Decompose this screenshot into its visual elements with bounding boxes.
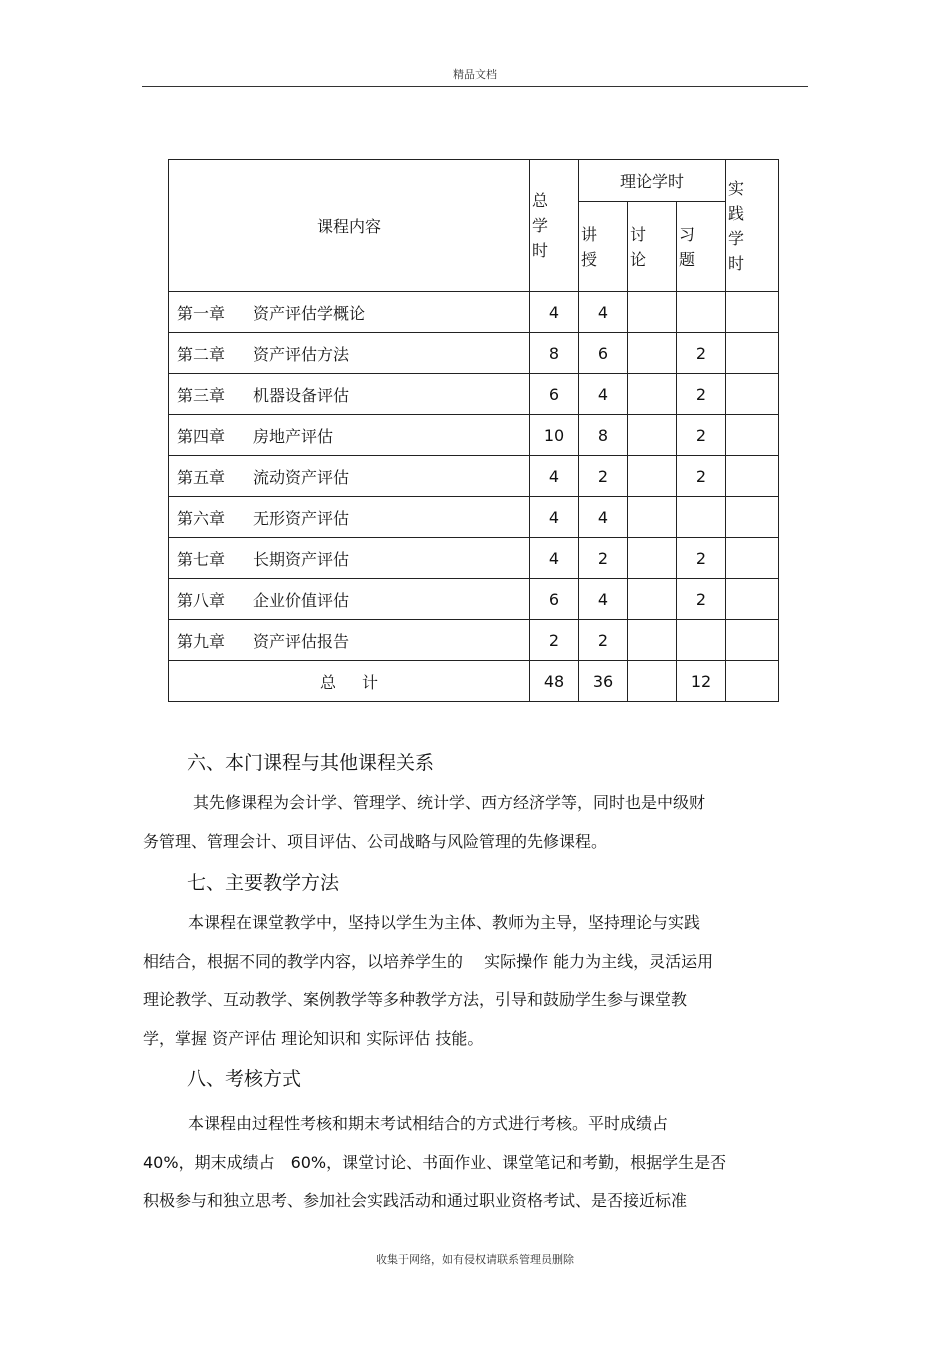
chapter-title: 资产评估报告	[253, 631, 350, 651]
paragraph-line: 学，掌握 资产评估 理论知识和 实际评估 技能。	[143, 1028, 484, 1048]
page-footer: 收集于网络，如有侵权请联系管理员删除	[376, 1253, 574, 1266]
chapter-title: 资产评估学概论	[253, 303, 366, 323]
table-row	[169, 538, 779, 579]
header-practice-hours: 实践学时	[726, 160, 779, 292]
paragraph-line: 积极参与和独立思考、参加社会实践活动和通过职业资格考试、是否接近标准	[143, 1191, 688, 1210]
chapter-number: 第一章	[177, 303, 226, 323]
cell-lecture: 8	[579, 415, 628, 456]
section-8-body	[143, 1105, 793, 1221]
cell-lecture: 4	[579, 497, 628, 538]
cell-exercise	[677, 497, 726, 538]
cell-exercise	[677, 292, 726, 333]
cell-lecture: 2	[579, 620, 628, 661]
header-theory-hours: 理论学时	[579, 160, 726, 202]
chapter-title: 流动资产评估	[253, 467, 350, 487]
cell-discussion	[628, 497, 677, 538]
cell-lecture: 4	[579, 292, 628, 333]
cell-discussion	[628, 333, 677, 374]
paragraph-line: 其先修课程为会计学、管理学、统计学、西方经济学等，同时也是中级财	[193, 793, 706, 812]
cell-total: 10	[530, 415, 579, 456]
header-total-hours: 总学时	[530, 160, 579, 292]
table-row	[169, 497, 779, 538]
table-row	[169, 456, 779, 497]
cell-discussion	[628, 538, 677, 579]
chapter-title: 长期资产评估	[253, 549, 350, 569]
header-discussion: 讨论	[628, 202, 677, 292]
cell-total: 4	[530, 456, 579, 497]
cell-practice	[726, 497, 779, 538]
cell-lecture: 4	[579, 374, 628, 415]
course-hours-table	[168, 159, 779, 702]
cell-exercise: 2	[677, 579, 726, 620]
header-rule	[142, 86, 808, 87]
chapter-title: 企业价值评估	[253, 590, 350, 610]
paragraph-line: 本课程在课堂教学中，坚持以学生为主体、教师为主导，坚持理论与实践	[188, 913, 701, 932]
cell-total: 4	[530, 292, 579, 333]
paragraph-line: 本课程由过程性考核和期末考试相结合的方式进行考核。平时成绩占	[188, 1114, 669, 1133]
section-heading-7: 七、主要教学方法	[187, 872, 340, 894]
section-7-body	[143, 904, 793, 1058]
chapter-number: 第二章	[177, 344, 226, 364]
header-lecture: 讲授	[579, 202, 628, 292]
header-exercise: 习题	[677, 202, 726, 292]
chapter-title: 房地产评估	[253, 426, 334, 446]
cell-exercise: 2	[677, 538, 726, 579]
section-heading-8: 八、考核方式	[187, 1068, 302, 1090]
cell-lecture: 6	[579, 333, 628, 374]
cell-practice	[726, 415, 779, 456]
total-label-a: 总	[319, 672, 336, 692]
cell-practice	[726, 579, 779, 620]
cell-discussion	[628, 374, 677, 415]
cell-lecture: 2	[579, 538, 628, 579]
chapter-number: 第四章	[177, 426, 226, 446]
sum-exercise: 12	[677, 661, 726, 702]
cell-practice	[726, 333, 779, 374]
chapter-title: 资产评估方法	[253, 344, 350, 364]
table-row	[169, 579, 779, 620]
chapter-number: 第五章	[177, 467, 226, 487]
cell-discussion	[628, 415, 677, 456]
cell-lecture: 4	[579, 579, 628, 620]
table-row	[169, 620, 779, 661]
cell-total: 8	[530, 333, 579, 374]
cell-discussion	[628, 456, 677, 497]
paragraph-line: 务管理、管理会计、项目评估、公司战略与风险管理的先修课程。	[143, 831, 608, 851]
cell-lecture: 2	[579, 456, 628, 497]
cell-discussion	[628, 292, 677, 333]
chapter-number: 第三章	[177, 385, 226, 405]
page-header: 精品文档	[453, 68, 497, 81]
sum-discussion	[628, 661, 677, 702]
cell-total: 4	[530, 538, 579, 579]
section-heading-6: 六、本门课程与其他课程关系	[187, 752, 435, 774]
header-course-content: 课程内容	[169, 160, 530, 292]
cell-total: 2	[530, 620, 579, 661]
cell-total: 4	[530, 497, 579, 538]
cell-exercise	[677, 620, 726, 661]
cell-practice	[726, 374, 779, 415]
cell-exercise: 2	[677, 374, 726, 415]
paragraph-line: 40%，期末成绩占 60%，课堂讨论、书面作业、课堂笔记和考勤，根据学生是否	[143, 1152, 727, 1172]
table-row	[169, 374, 779, 415]
sum-practice	[726, 661, 779, 702]
cell-discussion	[628, 579, 677, 620]
chapter-number: 第九章	[177, 631, 226, 651]
table-total-row	[169, 661, 779, 702]
paragraph-line: 理论教学、互动教学、案例教学等多种教学方法，引导和鼓励学生参与课堂教	[143, 990, 688, 1009]
cell-total: 6	[530, 579, 579, 620]
cell-exercise: 2	[677, 333, 726, 374]
total-label-b: 计	[362, 672, 379, 692]
table-row	[169, 415, 779, 456]
chapter-title: 机器设备评估	[253, 385, 350, 405]
section-6-body	[143, 784, 793, 861]
table-row	[169, 333, 779, 374]
sum-lecture: 36	[579, 661, 628, 702]
cell-practice	[726, 456, 779, 497]
chapter-title: 无形资产评估	[253, 508, 350, 528]
chapter-number: 第六章	[177, 508, 226, 528]
cell-discussion	[628, 620, 677, 661]
cell-practice	[726, 292, 779, 333]
sum-total: 48	[530, 661, 579, 702]
cell-total: 6	[530, 374, 579, 415]
chapter-number: 第七章	[177, 549, 226, 569]
table-row	[169, 292, 779, 333]
cell-exercise: 2	[677, 456, 726, 497]
cell-exercise: 2	[677, 415, 726, 456]
cell-practice	[726, 538, 779, 579]
chapter-number: 第八章	[177, 590, 226, 610]
cell-practice	[726, 620, 779, 661]
paragraph-line: 相结合，根据不同的教学内容，以培养学生的 实际操作 能力为主线，灵活运用	[143, 951, 714, 971]
